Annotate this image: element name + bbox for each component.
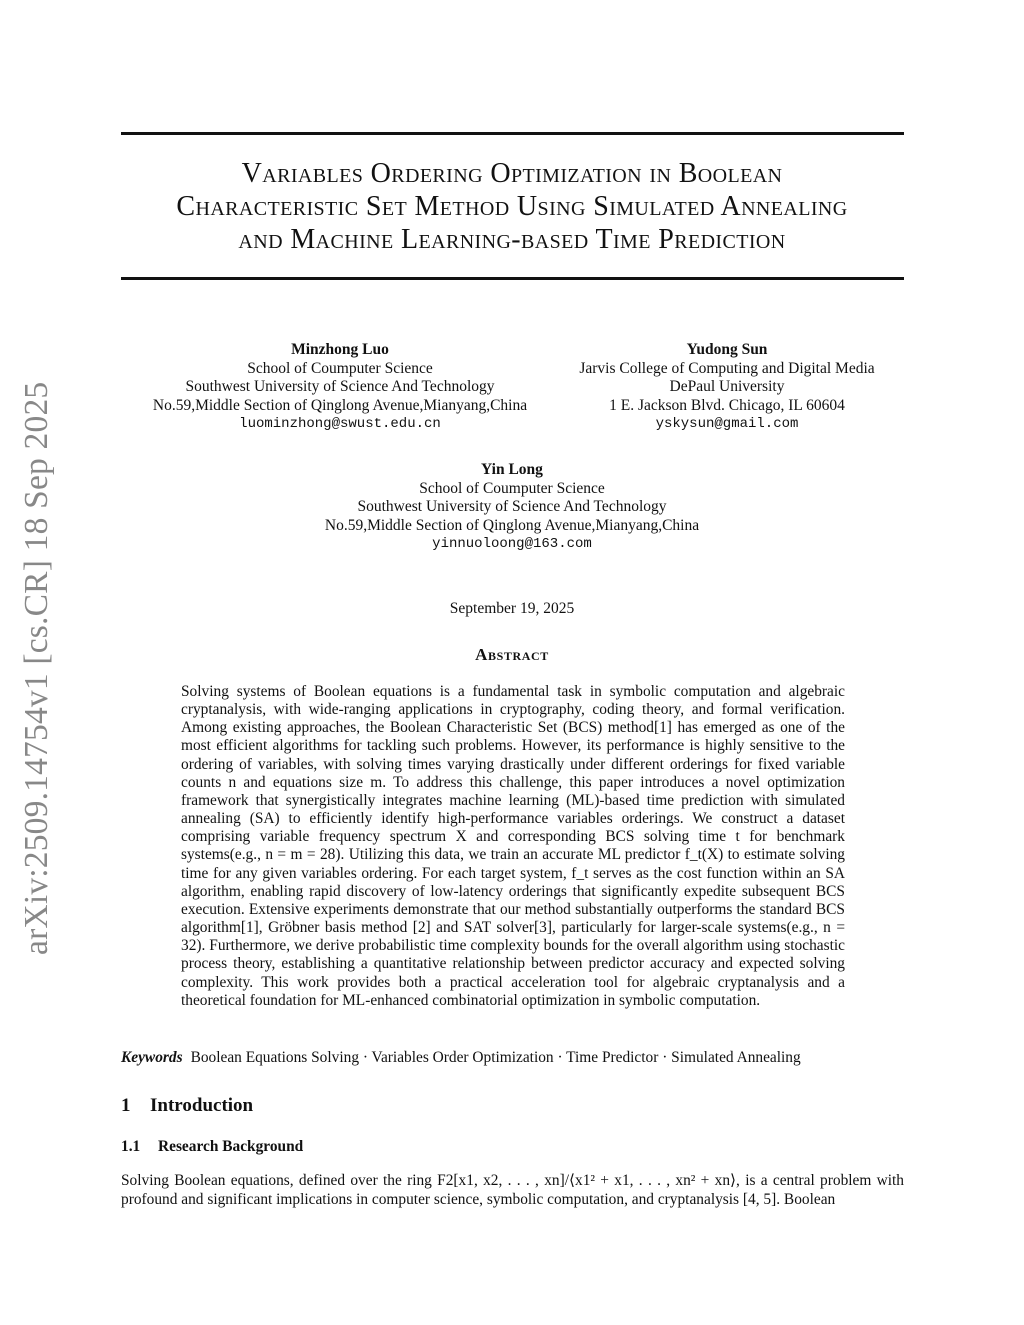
paper-title [110, 157, 914, 256]
keywords-label: Keywords [121, 1049, 183, 1066]
author-email[interactable]: yinnuoloong@163.com [432, 536, 592, 552]
keywords-line [121, 1049, 911, 1067]
abstract-text: Solving systems of Boolean equations is a fundamental task in symbolic computation and algebraic cryptanalysis, with wide-ranging applications in cryptography, coding theory, and formal verification. Among existing approaches, the Boolean Characteristic Set (BCS) method[1] has emerged as one of the most efficient algorithms for tackling such problems. However, its performance is highly sensitive to the ordering of variables, with solving times varying drastically under different orderings for fixed variable counts n and equations size m. To address this challenge, this paper introduces a novel optimization framework that synergistically integrates machine learning (ML)-based time prediction with simulated annealing (SA) to efficiently identify high-performance variables orderings. We construct a dataset comprising variable frequency spectrum X and corresponding BCS solving time t for benchmark systems(e.g., n = m = 28). Utilizing this data, we train an accurate ML predictor f_t(X) to estimate solving time for any given variables ordering. For each target system, f_t serves as the cost function within an SA algorithm, enabling rapid discovery of low-latency orderings that significantly expedite subsequent BCS execution. Extensive experiments demonstrate that our method substantially outperforms the standard BCS algorithm[1], Gröbner basis method [2] and SAT solver[3], particularly for larger-scale systems(e.g., n = 32). Furthermore, we derive probabilistic time complexity bounds for the overall algorithm using stochastic process theory, establishing a quantitative relationship between predictor accuracy and expected solving complexity. This work provides both a practical acceleration tool for algebraic cryptanalysis and a theoretical foundation for ML-enhanced combinatorial optimization in symbolic computation. [181, 683, 845, 1009]
author-address: 1 E. Jackson Blvd. Chicago, IL 60604 [609, 396, 845, 414]
title-line: Variables Ordering Optimization in Boolean [241, 158, 783, 189]
author-email[interactable]: yskysun@gmail.com [655, 416, 799, 432]
title-bottom-rule [121, 277, 904, 280]
subsection-title: Research Background [158, 1138, 304, 1155]
author-name: Yudong Sun [686, 341, 768, 358]
section-heading [121, 1095, 253, 1117]
author-institution: DePaul University [669, 378, 785, 395]
author-block-long [262, 461, 762, 554]
title-line: and Machine Learning-based Time Prediction [238, 224, 786, 255]
publication-date: September 19, 2025 [449, 600, 575, 617]
title-top-rule [121, 132, 904, 135]
author-block-sun [540, 341, 914, 434]
author-block-luo [130, 341, 550, 434]
author-affiliation: School of Coumputer Science [419, 479, 605, 497]
subsection-number: 1.1 [121, 1138, 141, 1155]
author-institution: Southwest University of Science And Technology [357, 498, 667, 515]
title-line: Characteristic Set Method Using Simulated Annealing [176, 191, 848, 222]
author-institution: Southwest University of Science And Technology [185, 378, 495, 395]
body-paragraph: Solving Boolean equations, defined over the ring F2[x1, x2, . . . , xn]/⟨x1² + x1, . . . , xn² + xn⟩, is a central problem with profound and significant implications in computer science, symbolic computation, and cryptanalysis [4, 5]. Boolean [121, 1172, 904, 1208]
abstract-heading: Abstract [475, 645, 549, 664]
subsection-heading [121, 1138, 303, 1156]
author-address: No.59,Middle Section of Qinglong Avenue,Mianyang,China [152, 396, 528, 414]
author-address: No.59,Middle Section of Qinglong Avenue,Mianyang,China [324, 516, 700, 534]
author-affiliation: Jarvis College of Computing and Digital Media [579, 359, 875, 377]
author-name: Yin Long [481, 461, 543, 478]
arxiv-identifier[interactable]: arXiv:2509.14754v1 [cs.CR] 18 Sep 2025 [18, 381, 55, 955]
author-email[interactable]: luominzhong@swust.edu.cn [239, 416, 441, 432]
section-title: Introduction [150, 1095, 254, 1116]
keywords-text: Boolean Equations Solving · Variables Order Optimization · Time Predictor · Simulated Annealing [190, 1049, 801, 1066]
section-number: 1 [121, 1095, 131, 1116]
author-name: Minzhong Luo [291, 341, 389, 358]
author-affiliation: School of Coumputer Science [247, 359, 433, 377]
